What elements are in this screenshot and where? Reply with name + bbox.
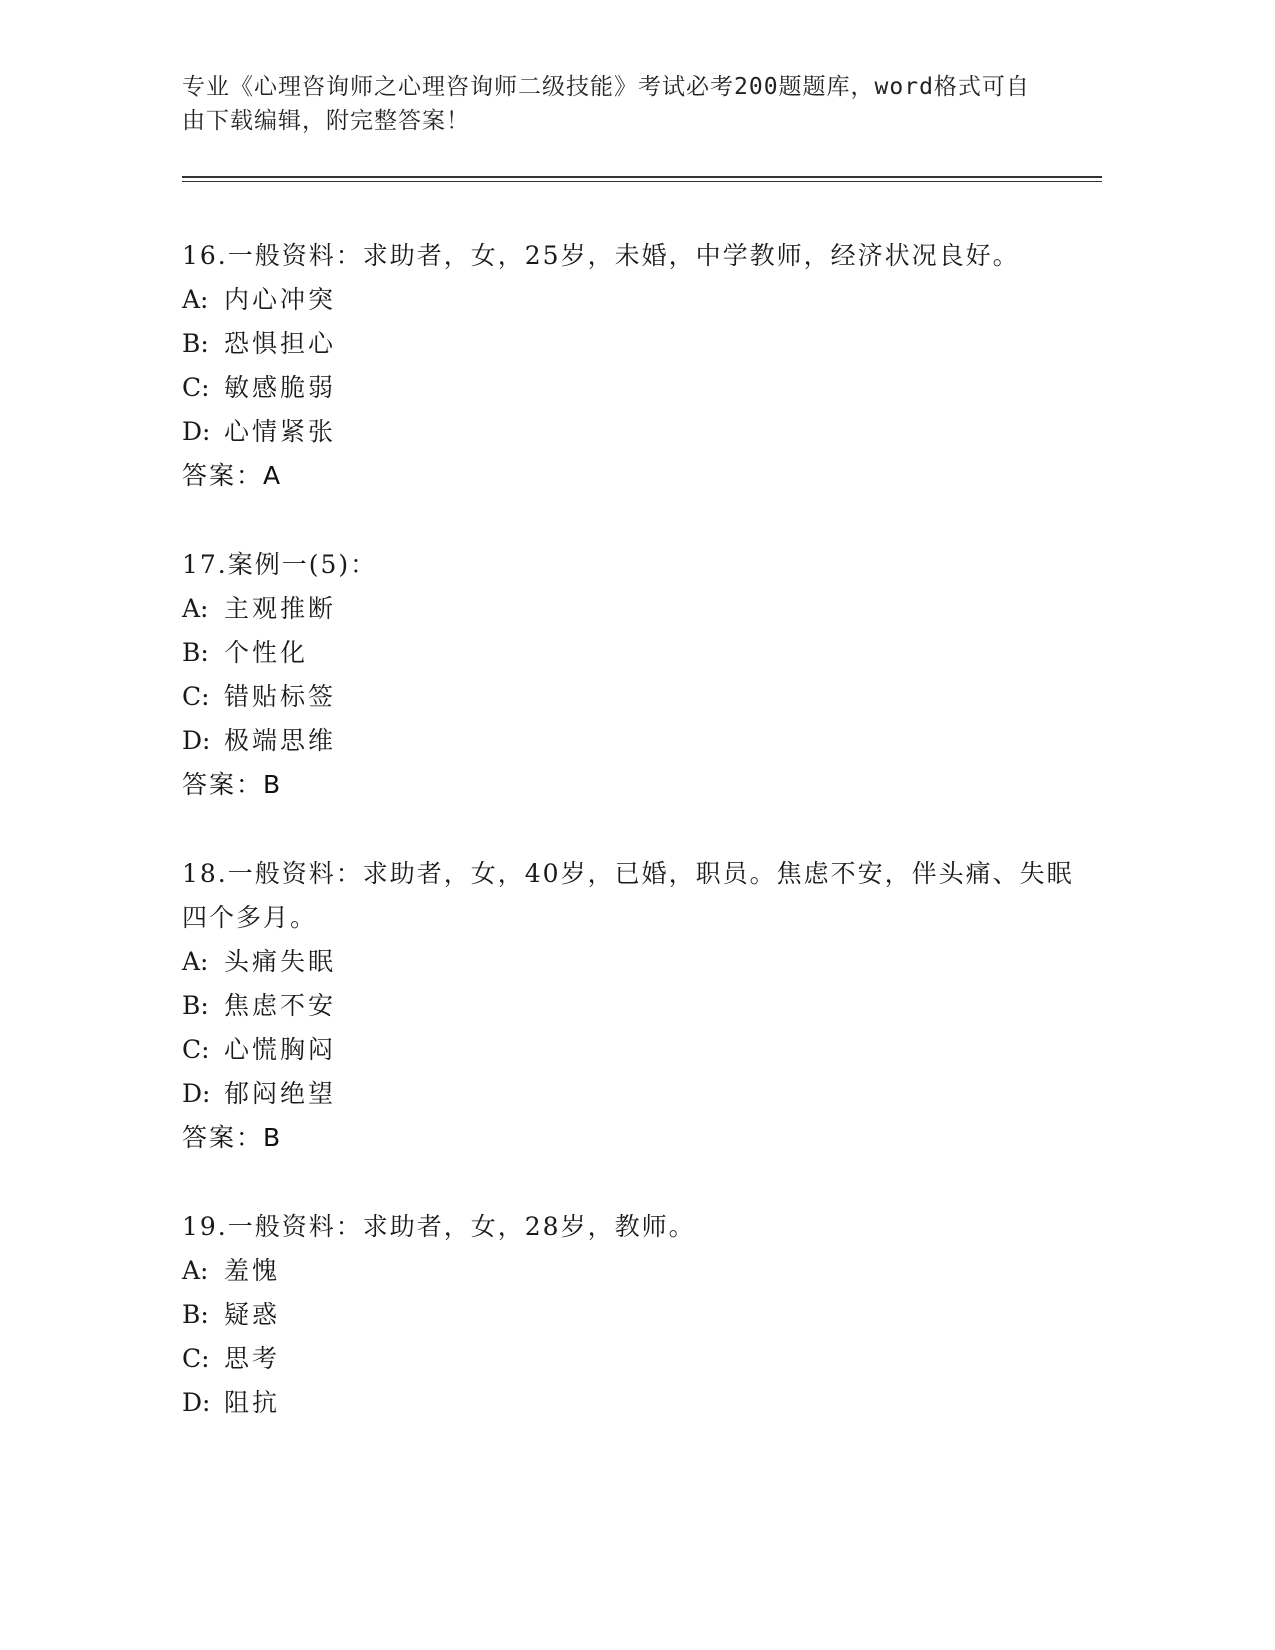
option-label: C: xyxy=(182,373,210,402)
answer-line: 答案：A xyxy=(182,461,283,490)
option-a xyxy=(182,1249,1082,1293)
option-label: C: xyxy=(182,1035,210,1064)
question-18 xyxy=(182,852,1082,1160)
option-label: D: xyxy=(182,1079,211,1108)
option-text: 疑惑 xyxy=(224,1300,281,1329)
option-label: B: xyxy=(182,638,209,667)
question-17 xyxy=(182,543,1082,807)
answer-line: 答案：B xyxy=(182,1123,283,1152)
option-text: 心慌胸闷 xyxy=(224,1035,337,1064)
option-a xyxy=(182,940,1082,984)
option-d xyxy=(182,410,1082,454)
option-text: 思考 xyxy=(224,1344,281,1373)
option-text: 恐惧担心 xyxy=(224,329,337,358)
option-c xyxy=(182,366,1082,410)
option-text: 主观推断 xyxy=(224,594,337,623)
option-text: 焦虑不安 xyxy=(224,991,337,1020)
option-d xyxy=(182,1381,1082,1425)
option-a xyxy=(182,278,1082,322)
option-text: 阻抗 xyxy=(224,1388,281,1417)
option-label: B: xyxy=(182,1300,209,1329)
option-label: A: xyxy=(182,1256,209,1285)
option-label: A: xyxy=(182,947,209,976)
option-text: 极端思维 xyxy=(224,726,337,755)
document-header: 专业《心理咨询师之心理咨询师二级技能》考试必考200题题库，word格式可自由下载编辑，附完整答案！ xyxy=(182,74,1030,134)
option-text: 敏感脆弱 xyxy=(224,373,337,402)
option-text: 羞愧 xyxy=(224,1256,281,1285)
option-text: 内心冲突 xyxy=(224,285,337,314)
option-label: B: xyxy=(182,329,209,358)
option-c xyxy=(182,1337,1082,1381)
option-b xyxy=(182,984,1082,1028)
option-d xyxy=(182,719,1082,763)
option-b xyxy=(182,322,1082,366)
option-text: 头痛失眠 xyxy=(224,947,337,976)
option-text: 错贴标签 xyxy=(224,682,337,711)
option-label: A: xyxy=(182,285,209,314)
option-d xyxy=(182,1072,1082,1116)
answer-line: 答案：B xyxy=(182,770,283,799)
option-label: B: xyxy=(182,991,209,1020)
option-b xyxy=(182,1293,1082,1337)
option-label: C: xyxy=(182,682,210,711)
option-text: 心情紧张 xyxy=(224,417,337,446)
question-stem: 19.一般资料：求助者，女，28岁，教师。 xyxy=(182,1212,696,1241)
option-text: 郁闷绝望 xyxy=(224,1079,337,1108)
option-text: 个性化 xyxy=(224,638,309,667)
question-list xyxy=(182,234,1082,1470)
question-16 xyxy=(182,234,1082,498)
option-label: D: xyxy=(182,417,211,446)
option-label: A: xyxy=(182,594,209,623)
question-stem: 18.一般资料：求助者，女，40岁，已婚，职员。焦虑不安，伴头痛、失眠四个多月。 xyxy=(182,859,1074,932)
question-stem: 16.一般资料：求助者，女，25岁，未婚，中学教师，经济状况良好。 xyxy=(182,241,1020,270)
question-stem: 17.案例一(5)： xyxy=(182,550,378,579)
option-c xyxy=(182,675,1082,719)
option-b xyxy=(182,631,1082,675)
header-divider xyxy=(182,176,1102,182)
question-19 xyxy=(182,1205,1082,1425)
option-label: C: xyxy=(182,1344,210,1373)
option-label: D: xyxy=(182,726,211,755)
option-a xyxy=(182,587,1082,631)
option-c xyxy=(182,1028,1082,1072)
option-label: D: xyxy=(182,1388,211,1417)
